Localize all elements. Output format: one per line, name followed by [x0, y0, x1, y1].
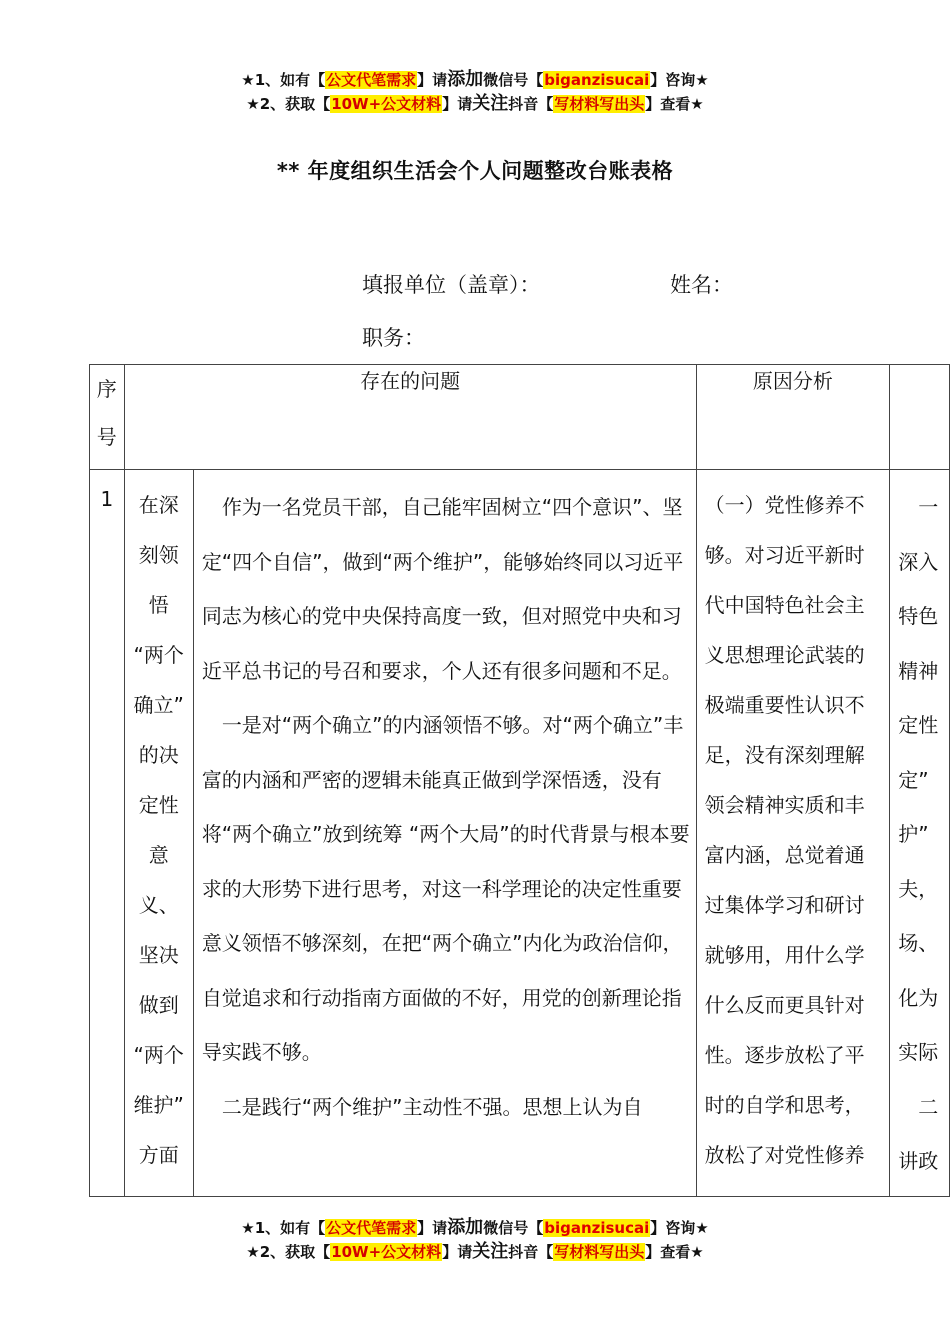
- banner-text: 】请: [417, 71, 448, 89]
- category-line: 坚决: [138, 943, 179, 967]
- problem-category: [124, 470, 193, 1197]
- banner-highlight: 10W+公文材料: [331, 95, 442, 113]
- category-line: 方面: [138, 1143, 179, 1167]
- problem-paragraph: 二是践行“两个维护”主动性不强。思想上认为自: [221, 1094, 643, 1119]
- next-col-line: 特色: [898, 604, 939, 628]
- banner-highlight: 公文代笔需求: [326, 1219, 417, 1237]
- banner-line-1: [0, 1216, 950, 1240]
- next-col-line: 精神: [898, 658, 939, 683]
- banner-highlight: 10W+公文材料: [331, 1243, 442, 1261]
- next-col-line: 化为: [898, 985, 939, 1010]
- unit-field-label: 填报单位（盖章）：: [362, 273, 541, 297]
- next-col-line: 护”: [898, 822, 929, 846]
- banner-text: 微信号【: [483, 1219, 544, 1237]
- banner-text: 】请: [442, 95, 473, 113]
- banner-emphasis: 关注: [472, 1241, 509, 1262]
- category-line: 的决: [138, 743, 179, 767]
- category-line: 确立”: [133, 693, 184, 717]
- category-line: 刻领: [138, 543, 179, 567]
- header-seq: [90, 365, 125, 470]
- banner-text: ★2、获取【: [246, 95, 331, 113]
- banner-emphasis: 添加: [447, 1217, 484, 1238]
- header-reason: 原因分析: [696, 365, 890, 470]
- category-line: “两个: [133, 1043, 184, 1067]
- banner-line-1: [0, 68, 950, 92]
- banner-douyin-id: 写材料写出头: [554, 1243, 645, 1261]
- top-banner: [0, 68, 950, 116]
- next-col-line: 场、: [898, 931, 939, 955]
- table-header-row: [90, 365, 950, 470]
- next-col-line: 定”: [898, 767, 929, 792]
- category-line: 意: [148, 843, 169, 867]
- banner-highlight: 公文代笔需求: [326, 71, 417, 89]
- banner-wechat-id: biganzisucai: [544, 71, 650, 89]
- problem-paragraph: 作为一名党员干部，自己能牢固树立“四个意识”、坚定“四个自信”，做到“两个维护”，能够始终同以习近平同志为核心的党中央保持高度一致，但对照党中央和习近平总书记的号召和要求，个人还有很多问题和不足。: [201, 495, 684, 683]
- bottom-banner: [0, 1216, 950, 1264]
- next-col-line: 一: [918, 495, 939, 519]
- next-col-line: 二: [918, 1094, 939, 1119]
- category-line: 在深: [138, 493, 179, 517]
- position-field-label: 职务：: [362, 326, 425, 350]
- header-problem: 存在的问题: [124, 365, 696, 470]
- next-col-line: 定性: [898, 713, 939, 737]
- table-row: [90, 470, 950, 1197]
- banner-line-2: [0, 1240, 950, 1264]
- header-seq-char: 序: [96, 377, 117, 401]
- banner-text: 抖音【: [508, 95, 554, 113]
- banner-text: ★2、获取【: [246, 1243, 331, 1261]
- banner-text: 】请: [442, 1243, 473, 1261]
- category-line: 做到: [138, 993, 179, 1017]
- banner-text: 】咨询★: [650, 1219, 709, 1237]
- banner-emphasis: 关注: [472, 93, 509, 114]
- next-col-line: 深入: [898, 549, 939, 574]
- banner-emphasis: 添加: [447, 69, 484, 90]
- next-col-line: 实际: [898, 1040, 939, 1064]
- name-field-label: 姓名：: [670, 273, 733, 297]
- category-line: 悟: [148, 593, 169, 617]
- banner-text: 】咨询★: [650, 71, 709, 89]
- row-number: 1: [90, 470, 125, 1197]
- page-title: ** 年度组织生活会个人问题整改台账表格: [276, 159, 674, 183]
- banner-text: ★1、如有【: [241, 71, 326, 89]
- banner-douyin-id: 写材料写出头: [554, 95, 645, 113]
- category-line: “两个: [133, 643, 184, 667]
- banner-text: 微信号【: [483, 71, 544, 89]
- next-col-cell: [890, 470, 950, 1197]
- problem-description: [193, 470, 696, 1197]
- banner-wechat-id: biganzisucai: [544, 1219, 650, 1237]
- banner-line-2: [0, 92, 950, 116]
- next-col-line: 夫，: [898, 876, 939, 901]
- header-next-col: [890, 365, 950, 470]
- category-line: 维护”: [133, 1093, 184, 1117]
- reason-analysis: （一）党性修养不够。对习近平新时代中国特色社会主义思想理论武装的极端重要性认识不足，没有深刻理解领会精神实质和丰富内涵，总觉着通过集体学习和研讨就够用，用什么学什么反而更具针对性。逐步放松了平时的自学和思考，放松了对党性修养: [696, 470, 890, 1197]
- next-col-line: 讲政: [898, 1149, 939, 1173]
- banner-text: 】查看★: [645, 95, 704, 113]
- rectification-ledger-table: [89, 364, 950, 1197]
- category-line: 义、: [138, 893, 179, 917]
- banner-text: ★1、如有【: [241, 1219, 326, 1237]
- banner-text: 抖音【: [508, 1243, 554, 1261]
- category-line: 定性: [138, 793, 179, 817]
- header-seq-char: 号: [96, 425, 117, 449]
- banner-text: 】请: [417, 1219, 448, 1237]
- problem-paragraph: 一是对“两个确立”的内涵领悟不够。对“两个确立”丰富的内涵和严密的逻辑未能真正做到学深悟透，没有将“两个确立”放到统筹 “两个大局”的时代背景与根本要求的大形势下进行思考，对这一科学理论的决定性重要意义领悟不够深刻，在把“两个确立”内化为政治信仰，自觉追求和行动指南方面做的不好，用党的创新理论指导实践不够。: [201, 713, 690, 1064]
- banner-text: 】查看★: [645, 1243, 704, 1261]
